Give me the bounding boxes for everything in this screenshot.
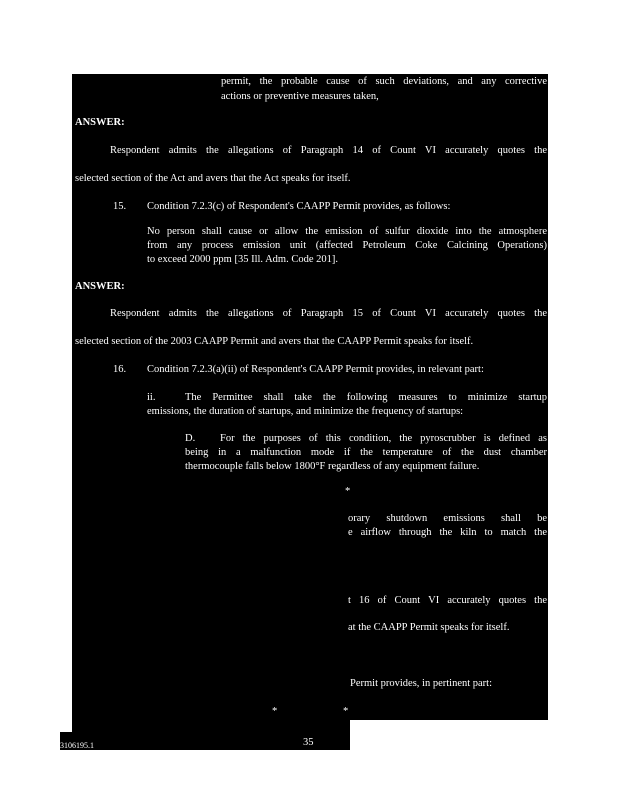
quote-16d-line-2: being in a malfunction mode if the temperature of the dust chamber [185, 447, 547, 458]
quote-16-line-2: emissions, the duration of startups, and minimize the frequency of startups: [147, 406, 464, 417]
answer-heading-2: ANSWER: [75, 281, 125, 292]
asterisk-1: * [272, 706, 278, 717]
quote-16d-line-1: For the purposes of this condition, the pyroscrubber is defined as [220, 433, 547, 444]
answer-1-line-1: Respondent admits the allegations of Paragraph 14 of Count VI accurately quotes the [110, 145, 547, 156]
quote-15-line-2: from any process emission unit (affected Petroleum Coke Calcining Operations) [147, 240, 547, 251]
page-number: 35 [303, 737, 314, 748]
quote-15-line-1: No person shall cause or allow the emission of sulfur dioxide into the atmosphere [147, 226, 547, 237]
quote-16-number: ii. [147, 392, 156, 403]
fragment-line-2: e airflow through the kiln to match the [348, 527, 547, 538]
fragment-line-1: orary shutdown emissions shall be [348, 513, 547, 524]
answer-heading-1: ANSWER: [75, 117, 125, 128]
quote-16-line-1: The Permittee shall take the following measures to minimize startup [185, 392, 547, 403]
quote-top-line-1: permit, the probable cause of such deviations, and any corrective [221, 76, 547, 87]
paragraph-16-number: 16. [113, 364, 127, 375]
quote-16d-letter: D. [185, 433, 196, 444]
white-cutout [350, 720, 550, 752]
quote-15-line-3: to exceed 2000 ppm [35 Ill. Adm. Code 201]. [147, 254, 339, 265]
quote-16d-line-3: thermocouple falls below 1800°F regardless of any equipment failure. [185, 461, 480, 472]
fragment-line-4: at the CAAPP Permit speaks for itself. [348, 622, 510, 633]
fragment-line-3: t 16 of Count VI accurately quotes the [348, 595, 547, 606]
fragment-line-5: Permit provides, in pertinent part: [350, 678, 493, 689]
paragraph-16-text: Condition 7.2.3(a)(ii) of Respondent's CAAPP Permit provides, in relevant part: [147, 364, 484, 375]
answer-2-line-2: selected section of the 2003 CAAPP Permit and avers that the CAAPP Permit speaks for itself. [75, 336, 474, 347]
quote-top-line-2: actions or preventive measures taken, [221, 91, 379, 102]
paragraph-15-text: Condition 7.2.3(c) of Respondent's CAAPP Permit provides, as follows: [147, 201, 451, 212]
document-id: 3106195.1 [60, 741, 94, 750]
answer-2-line-1: Respondent admits the allegations of Paragraph 15 of Count VI accurately quotes the [110, 308, 547, 319]
asterisk-2: * [343, 706, 349, 717]
paragraph-15-number: 15. [113, 201, 127, 212]
answer-1-line-2: selected section of the Act and avers that the Act speaks for itself. [75, 173, 351, 184]
asterisk-mid: * [345, 486, 351, 497]
